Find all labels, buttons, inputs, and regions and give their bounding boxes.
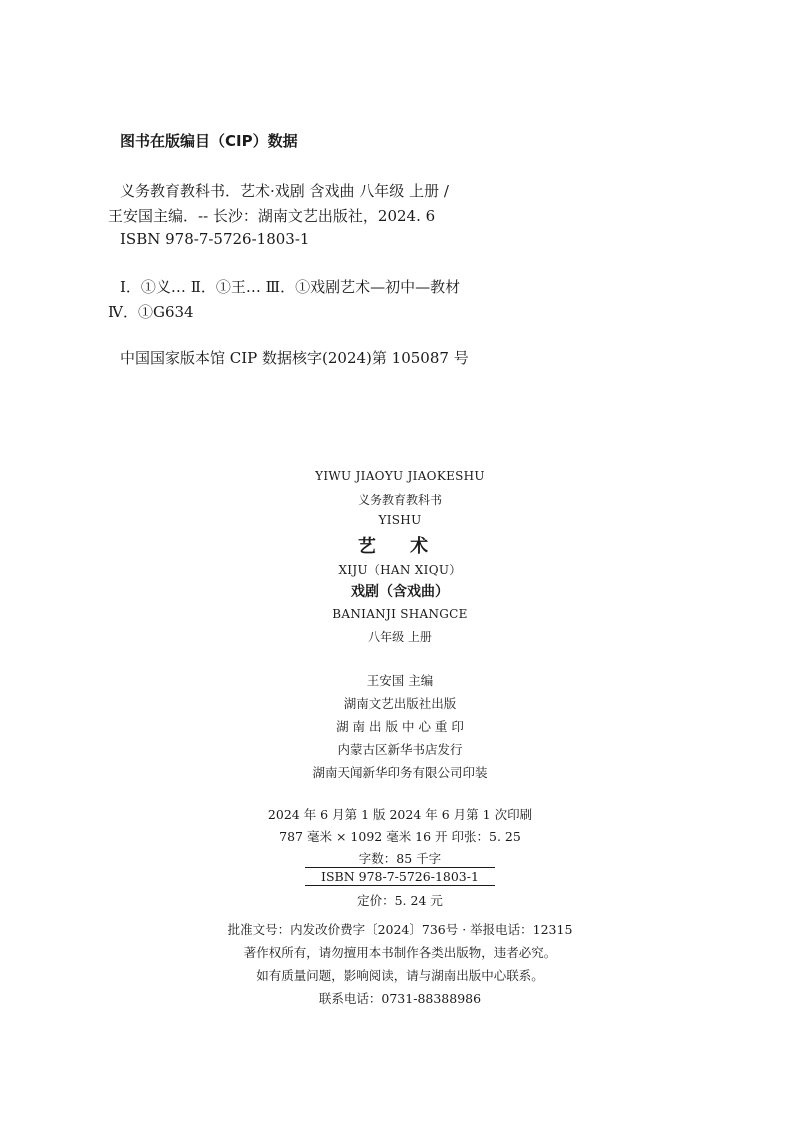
printer-credit: 湖南天闻新华印务有限公司印装 [312,765,488,780]
grade-title: 八年级 上册 [368,630,432,644]
edition-info: 2024 年 6 月第 1 版 2024 年 6 月第 1 次印刷 [267,807,533,822]
topic-title: 戏剧（含戏曲） [351,584,449,600]
distributor-credit: 内蒙古区新华书店发行 [337,742,463,757]
cip-title-line: 义务教育教科书．艺术·戏剧 含戏曲 八年级 上册 / [120,182,449,200]
subject-title: 艺 术 [357,536,443,557]
isbn-box [0,867,800,886]
approval-notice: 批准文号：内发改价费字〔2024〕736号 · 举报电话：12315 [227,922,573,937]
series-title: 义务教育教科书 [357,493,442,507]
cip-isbn: ISBN 978-7-5726-1803-1 [120,230,310,248]
grade-pinyin: BANIANJI SHANGCE [332,607,468,621]
contact-phone: 联系电话：0731-88388986 [318,991,482,1006]
reprinter-credit: 湖 南 出 版 中 心 重 印 [336,719,464,734]
copyright-notice: 著作权所有，请勿擅用本书制作各类出版物，违者必究。 [243,945,557,960]
cip-classification: Ⅰ．①义… Ⅱ．①王… Ⅲ．①戏剧艺术—初中—教材 [120,278,461,296]
isbn-number: ISBN 978-7-5726-1803-1 [305,867,495,886]
format-info: 787 毫米 × 1092 毫米 16 开 印张：5. 25 [279,829,521,844]
topic-pinyin: XIJU（HAN XIQU） [338,563,462,577]
cip-title: 图书在版编目（CIP）数据 [120,132,298,150]
word-count: 字数：85 千字 [358,851,442,866]
price: 定价：5. 24 元 [357,893,443,908]
subject-pinyin: YISHU [378,513,422,527]
quality-notice: 如有质量问题，影响阅读，请与湖南出版中心联系。 [256,968,544,983]
cip-record-number: 中国国家版本馆 CIP 数据核字(2024)第 105087 号 [120,349,469,367]
cip-classification-code: Ⅳ．①G634 [108,303,194,321]
series-pinyin: YIWU JIAOYU JIAOKESHU [315,469,485,483]
publisher-credit: 湖南文艺出版社出版 [343,696,457,711]
cip-author-line: 王安国主编．-- 长沙：湖南文艺出版社，2024. 6 [108,207,436,225]
editor-credit: 王安国 主编 [366,673,434,688]
